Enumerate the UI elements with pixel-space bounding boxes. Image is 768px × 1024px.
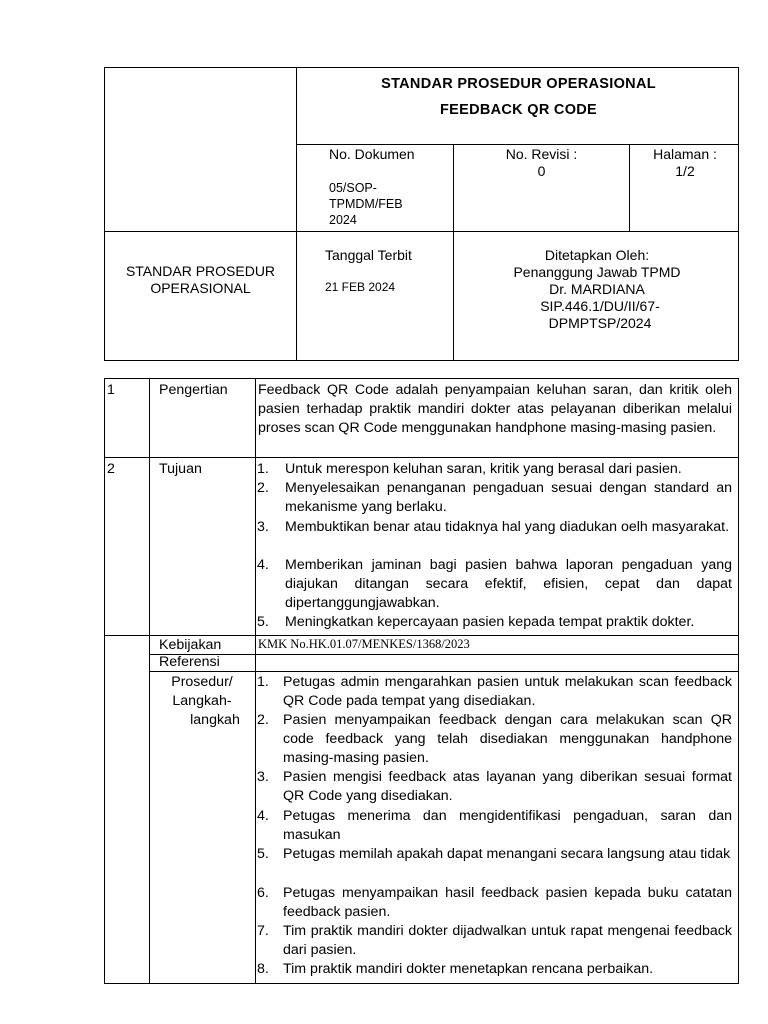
page-label: Halaman :	[653, 146, 717, 162]
tujuan-item-text: Untuk merespon keluhan saran, kritik yang berasal dari pasien.	[285, 461, 682, 477]
tujuan-item-text: Membuktikan benar atau tidaknya hal yang diadukan oelh masyarakat.	[285, 519, 730, 535]
doc-number-label: No. Dokumen	[329, 146, 415, 162]
row-label-kebijakan: Kebijakan	[159, 637, 222, 653]
tujuan-item-number: 5.	[257, 614, 269, 630]
prosedur-item-number: 4.	[257, 808, 269, 824]
prosedur-item-text: Tim praktik mandiri dokter menetapkan rencana perbaikan.	[283, 961, 654, 977]
prosedur-item-number: 1.	[257, 674, 269, 690]
prosedur-item-text: Petugas menyampaikan hasil feedback pasien kepada buku catatan feedback pasien.	[283, 885, 732, 921]
prosedur-item-number: 7.	[257, 923, 269, 939]
prosedur-item-text: Pasien menyampaikan feedback dengan cara melakukan scan QR code feedback yang telah disediakan menggunakan handphone masing-masing pasien.	[283, 712, 732, 767]
tujuan-item-number: 4.	[257, 557, 269, 573]
tujuan-item-number: 2.	[257, 480, 269, 496]
prosedur-item-number: 3.	[257, 769, 269, 785]
sop-left-label: STANDAR PROSEDUR OPERASIONAL	[125, 263, 276, 296]
tujuan-item-text: Menyelesaikan penanganan pengaduan sesuai dengan standard an mekanisme yang berlaku.	[285, 480, 732, 516]
prosedur-item-text: Petugas menerima dan mengidentifikasi pengaduan, saran dan masukan	[283, 808, 732, 844]
row-number: 2	[107, 461, 115, 477]
established-by: Ditetapkan Oleh:	[544, 247, 650, 263]
pengertian-text: Feedback QR Code adalah penyampaian keluhan saran, dan kritik oleh pasien terhadap praktik mandiri dokter atas pelayanan diberikan melalui proses scan QR Code menggunakan handphone masing-masing pasien.	[258, 382, 732, 437]
issue-date-label: Tanggal Terbit	[325, 247, 412, 263]
row-label-pengertian: Pengertian	[159, 382, 228, 398]
row-label-langkah: Langkah-	[172, 693, 232, 709]
row-number: 1	[107, 382, 115, 398]
sop-subtitle: FEEDBACK QR CODE	[439, 102, 598, 118]
sop-content-table	[104, 378, 739, 984]
revision-label: No. Revisi :	[505, 146, 578, 162]
kebijakan-text: KMK No.HK.01.07/MENKES/1368/2023	[258, 637, 470, 651]
doctor-name: Dr. MARDIANA	[549, 281, 645, 297]
row-label-prosedur: Prosedur/	[171, 674, 233, 690]
tujuan-item-number: 3.	[257, 519, 269, 535]
row-label-langkah-2: langkah	[190, 712, 240, 728]
sop-header-table	[104, 67, 739, 361]
doc-number-value: 05/SOP-TPMDM/FEB 2024	[329, 181, 403, 227]
prosedur-item-number: 2.	[257, 712, 269, 728]
prosedur-item-number: 8.	[257, 961, 269, 977]
prosedur-item-number: 6.	[257, 885, 269, 901]
prosedur-item-text: Petugas memilah apakah dapat menangani secara langsung atau tidak	[283, 846, 731, 862]
prosedur-item-text: Pasien mengisi feedback atas layanan yang diberikan sesuai format QR Code yang disediakan.	[283, 769, 732, 805]
tujuan-item-number: 1.	[257, 461, 269, 477]
issue-date-value: 21 FEB 2024	[325, 280, 396, 294]
prosedur-item-number: 5.	[257, 846, 269, 862]
sop-title: STANDAR PROSEDUR OPERASIONAL	[381, 76, 656, 92]
tujuan-item-text: Meningkatkan kepercayaan pasien kepada tempat praktik dokter.	[285, 614, 695, 630]
prosedur-item-text: Petugas admin mengarahkan pasien untuk melakukan scan feedback QR Code pada tempat yang disediakan.	[283, 674, 732, 710]
page-value: 1/2	[675, 163, 695, 179]
tujuan-item-text: Memberikan jaminan bagi pasien bahwa laporan pengaduan yang diajukan ditangan secara efektif, efisien, cepat dan dapat dipertanggungjawabkan.	[285, 557, 732, 612]
responsible-person: Penanggung Jawab TPMD	[513, 264, 681, 280]
prosedur-item-text: Tim praktik mandiri dokter dijadwalkan untuk rapat mengenai feedback dari pasien.	[283, 923, 732, 959]
sip-number: SIP.446.1/DU/II/67-DPMPTSP/2024	[540, 298, 660, 331]
revision-value: 0	[537, 163, 546, 179]
row-label-tujuan: Tujuan	[159, 461, 202, 477]
row-label-referensi: Referensi	[159, 654, 220, 670]
